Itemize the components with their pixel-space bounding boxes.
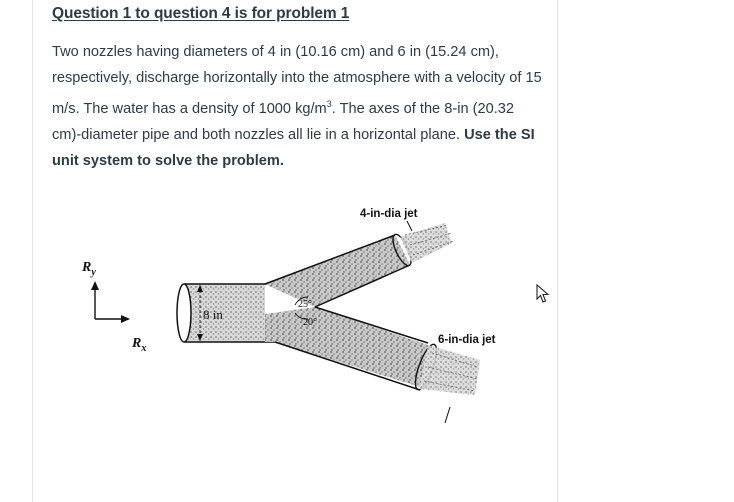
reaction-arrows	[91, 281, 130, 323]
si-instruction: Use the SI unit system to solve the problem.	[52, 126, 535, 169]
lower-jet-leader	[445, 407, 450, 423]
upper-angle-label: 25°	[298, 299, 312, 310]
question-text-part1: Two nozzles having diameters of 4 in (10.16 cm) and 6 in (15.24 cm), respectively, discharge horizontally into the atmosphere with a velocity of 15 m/s. The water has a density of 1000 kg/m	[52, 44, 542, 117]
mouse-pointer-icon	[535, 284, 551, 304]
ry-letter: R	[82, 260, 92, 275]
small-jet-label: 4-in-dia jet	[360, 208, 418, 220]
upper-branch	[265, 223, 454, 307]
main-pipe	[177, 284, 275, 342]
question-heading: Question 1 to question 4 is for problem 1	[52, 5, 350, 22]
lower-branch	[265, 307, 480, 395]
pipe-diameter-label: 8 in	[203, 307, 223, 322]
large-jet-label: 6-in-dia jet	[438, 334, 496, 346]
rx-subscript: x	[141, 343, 147, 354]
question-text-part2: . The axes of the 8-in (20.32 cm)-diameter pipe and both nozzles all lie in a horizontal plane.	[52, 100, 514, 143]
question-text	[52, 39, 542, 174]
pipe-diagram	[60, 195, 520, 435]
rx-label	[131, 336, 146, 354]
rx-letter: R	[132, 336, 142, 351]
density-exponent: 3	[326, 99, 332, 109]
ry-subscript: y	[91, 267, 96, 278]
lower-angle-label: 20°	[303, 317, 317, 328]
ry-label	[81, 260, 96, 278]
upper-jet-leader	[407, 221, 412, 231]
